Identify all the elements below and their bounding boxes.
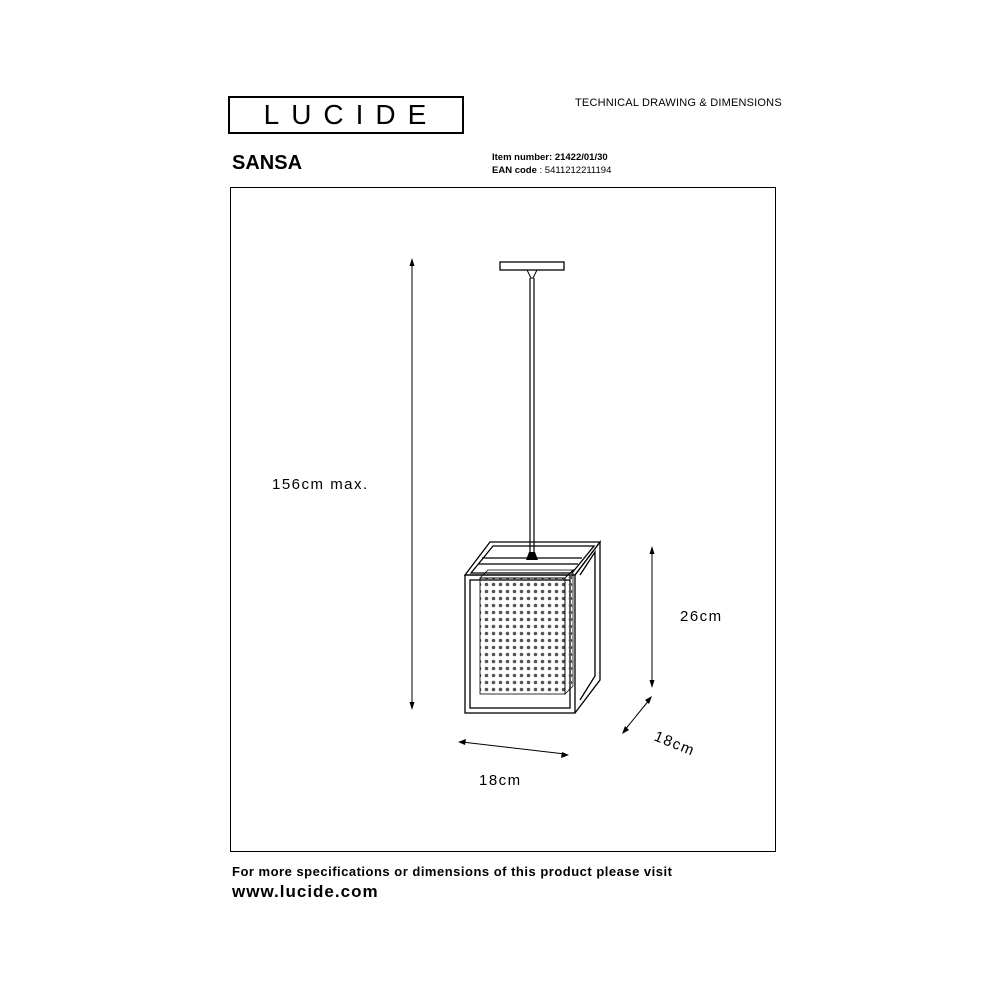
document-title: TECHNICAL DRAWING & DIMENSIONS [575, 97, 782, 109]
width-label: 18cm [479, 772, 522, 789]
website-link[interactable]: www.lucide.com [232, 882, 379, 901]
width-dimension-arrow [458, 739, 569, 758]
item-number-label: Item number: [492, 152, 553, 163]
ceiling-canopy [500, 262, 564, 270]
depth-dimension-arrow [622, 696, 652, 734]
shade-height-label: 26cm [680, 608, 723, 625]
product-name: SANSA [232, 152, 303, 174]
depth-label: 18cm [651, 728, 698, 760]
ean-value: : 5411212211194 [539, 165, 612, 176]
ean-label: EAN code [492, 165, 537, 176]
perforated-shade [480, 578, 565, 694]
item-number-value: 21422/01/30 [554, 152, 608, 163]
shade-height-dimension-arrow [650, 546, 655, 688]
footer-note: For more specifications or dimensions of this product please visit [232, 864, 673, 879]
height-max-label: 156cm max. [272, 476, 369, 493]
brand-logo-text: LUCIDE [263, 99, 439, 130]
height-dimension-arrow [410, 258, 415, 710]
